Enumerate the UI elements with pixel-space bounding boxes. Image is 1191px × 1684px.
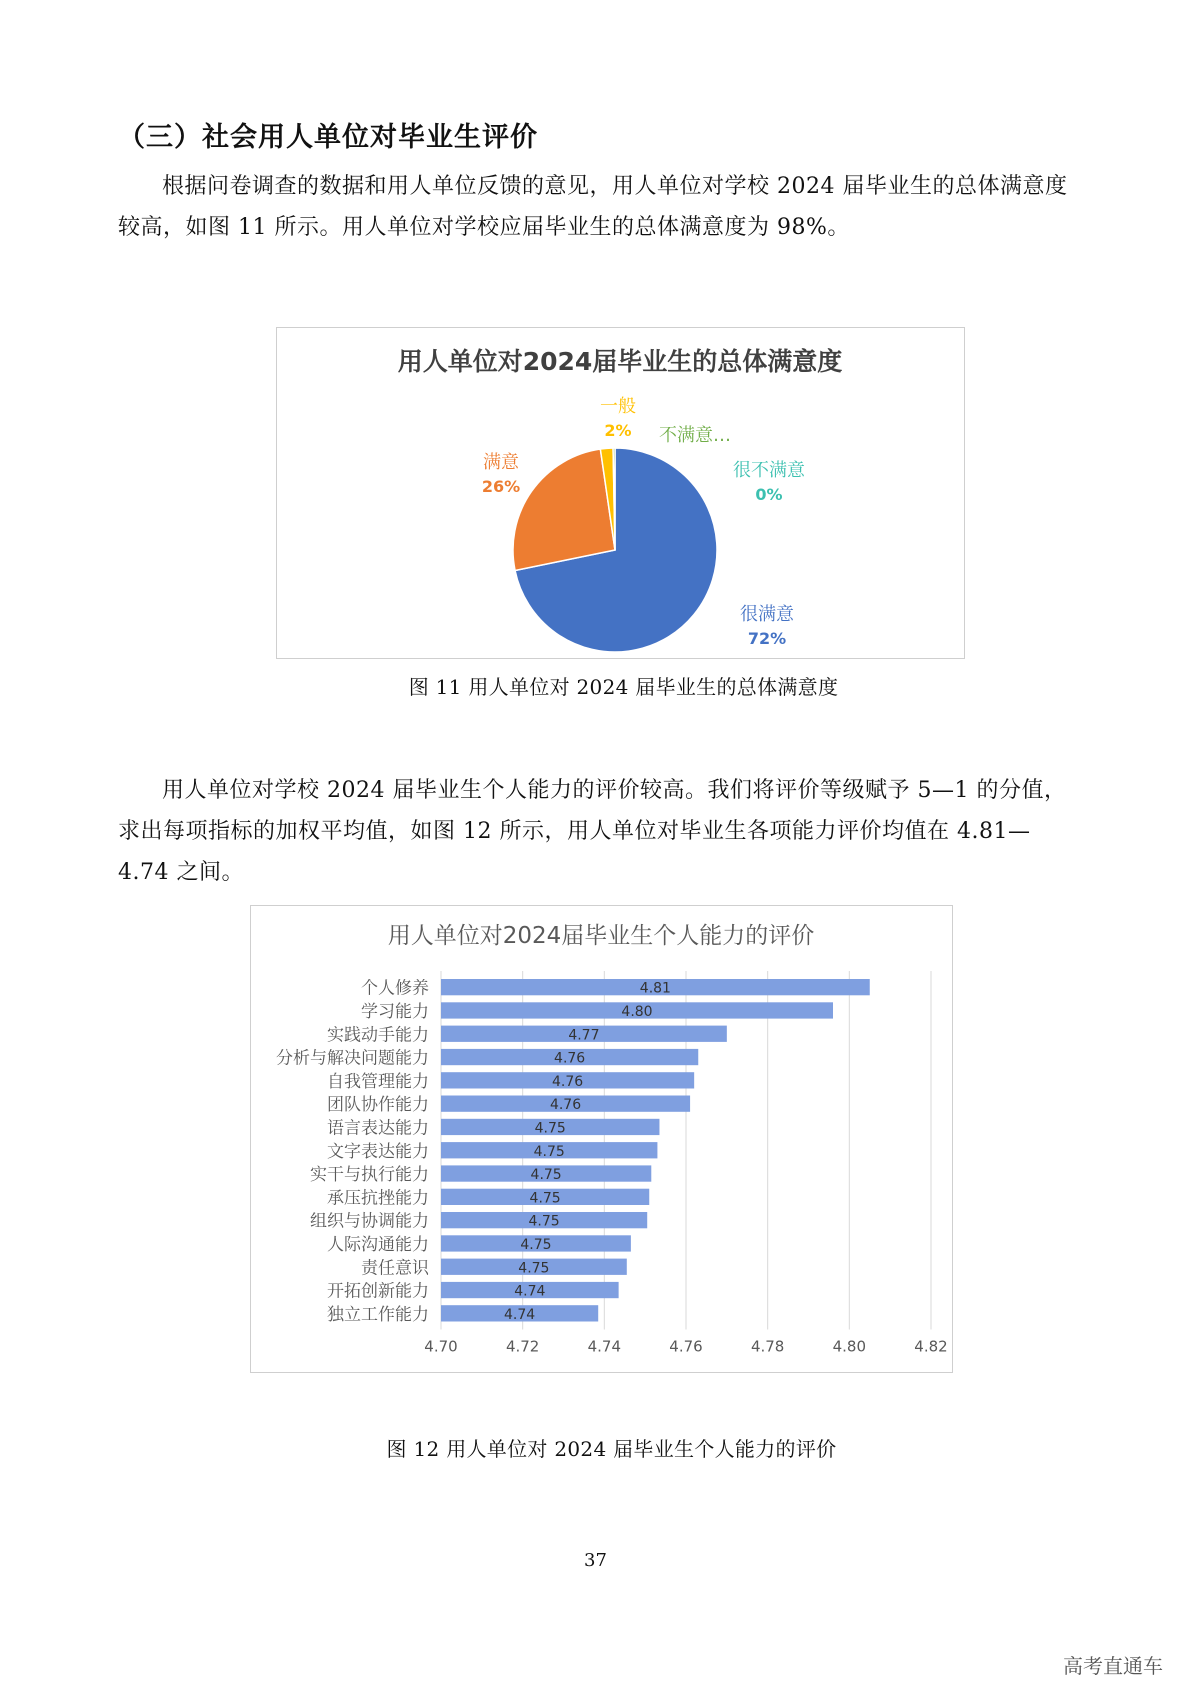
bar-value-label-9: 4.75 bbox=[529, 1190, 561, 1207]
pie-value-0: 72% bbox=[747, 629, 787, 648]
paragraph-ability-evaluation: 用人单位对学校 2024 届毕业生个人能力的评价较高。我们将评价等级赋予 5—1 的分值，求出每项指标的加权平均值，如图 12 所示，用人单位对毕业生各项能力评价均值在 4.81—4.74 之间。 bbox=[118, 778, 1067, 885]
bar-value-label-2: 4.77 bbox=[568, 1027, 600, 1044]
category-label-3: 分析与解决问题能力 bbox=[276, 1048, 429, 1069]
bar-value-label-4: 4.76 bbox=[551, 1073, 584, 1090]
pie-slice-1 bbox=[513, 449, 615, 570]
x-tick-label-4: 4.78 bbox=[750, 1337, 785, 1356]
pie-label-3: 不满意… bbox=[659, 425, 731, 446]
bar-value-label-10: 4.75 bbox=[528, 1213, 560, 1230]
category-label-1: 学习能力 bbox=[361, 1001, 429, 1022]
pie-value-4: 0% bbox=[755, 485, 783, 504]
category-label-0: 个人修养 bbox=[361, 978, 429, 999]
bar-value-label-12: 4.75 bbox=[518, 1260, 550, 1277]
x-tick-label-6: 4.82 bbox=[914, 1337, 948, 1356]
bar-value-label-13: 4.74 bbox=[514, 1283, 546, 1300]
page-number: 37 bbox=[584, 1550, 607, 1571]
category-label-10: 组织与协调能力 bbox=[310, 1211, 429, 1232]
bar-chart-frame bbox=[250, 905, 953, 1373]
bar-value-label-11: 4.75 bbox=[520, 1236, 552, 1253]
category-label-7: 文字表达能力 bbox=[327, 1141, 429, 1162]
category-label-5: 团队协作能力 bbox=[327, 1095, 429, 1116]
category-label-4: 自我管理能力 bbox=[327, 1071, 429, 1092]
x-tick-label-3: 4.76 bbox=[669, 1337, 703, 1356]
bar-value-label-14: 4.74 bbox=[504, 1306, 536, 1323]
bar-value-label-6: 4.75 bbox=[534, 1120, 566, 1137]
x-tick-label-1: 4.72 bbox=[505, 1337, 540, 1356]
category-label-11: 人际沟通能力 bbox=[327, 1234, 429, 1255]
bar-value-label-8: 4.75 bbox=[530, 1167, 562, 1184]
watermark: 高考直通车 bbox=[1063, 1654, 1163, 1678]
bar-value-label-1: 4.80 bbox=[621, 1003, 653, 1020]
pie-chart bbox=[277, 328, 964, 658]
bar-value-label-0: 4.81 bbox=[639, 980, 671, 997]
pie-value-1: 26% bbox=[481, 477, 521, 496]
bar-value-label-5: 4.76 bbox=[549, 1097, 582, 1114]
category-label-9: 承压抗挫能力 bbox=[327, 1188, 429, 1209]
pie-label-1: 满意 bbox=[483, 452, 519, 473]
pie-chart-frame bbox=[276, 327, 965, 659]
bar-chart bbox=[251, 906, 952, 1372]
bar-value-label-7: 4.75 bbox=[533, 1143, 565, 1160]
category-label-12: 责任意识 bbox=[361, 1258, 429, 1279]
section-heading: （三）社会用人单位对毕业生评价 bbox=[118, 122, 538, 153]
bar-title: 用人单位对2024届毕业生个人能力的评价 bbox=[387, 923, 815, 949]
figure-12-caption: 图 12 用人单位对 2024 届毕业生个人能力的评价 bbox=[386, 1437, 837, 1461]
category-label-14: 独立工作能力 bbox=[327, 1304, 429, 1325]
pie-title: 用人单位对2024届毕业生的总体满意度 bbox=[397, 347, 843, 376]
bar-value-label-3: 4.76 bbox=[554, 1050, 586, 1067]
x-tick-label-0: 4.70 bbox=[424, 1337, 458, 1356]
category-label-13: 开拓创新能力 bbox=[327, 1281, 429, 1302]
x-tick-label-2: 4.74 bbox=[587, 1337, 622, 1356]
figure-11-caption: 图 11 用人单位对 2024 届毕业生的总体满意度 bbox=[408, 675, 839, 699]
x-tick-label-5: 4.80 bbox=[832, 1337, 867, 1356]
pie-label-4: 很不满意 bbox=[733, 460, 805, 481]
pie-label-2: 一般 bbox=[600, 396, 636, 417]
category-label-8: 实干与执行能力 bbox=[310, 1165, 429, 1186]
category-label-6: 语言表达能力 bbox=[327, 1118, 429, 1139]
pie-label-0: 很满意 bbox=[740, 604, 794, 625]
category-label-2: 实践动手能力 bbox=[327, 1025, 429, 1046]
pie-value-2: 2% bbox=[604, 421, 632, 440]
paragraph-overall-satisfaction: 根据问卷调查的数据和用人单位反馈的意见，用人单位对学校 2024 届毕业生的总体满意度较高，如图 11 所示。用人单位对学校应届毕业生的总体满意度为 98%。 bbox=[118, 174, 1068, 240]
